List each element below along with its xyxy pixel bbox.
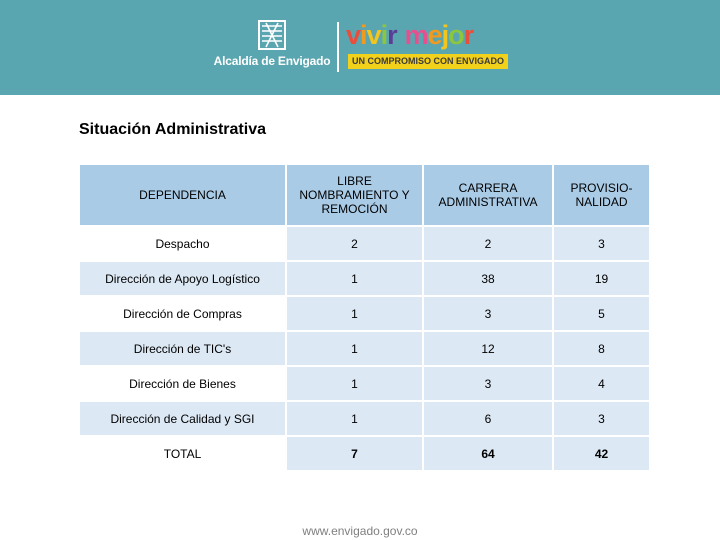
cell-libre-nombramiento: 1 xyxy=(286,331,423,366)
brand-letter: o xyxy=(448,20,464,50)
brand-letter: j xyxy=(441,20,449,50)
header-carrera-administrativa: CARRERA ADMINISTRATIVA xyxy=(423,164,553,226)
cell-provisionalidad: 3 xyxy=(553,226,650,261)
logo-group xyxy=(212,16,512,78)
cell-dependencia: Despacho xyxy=(79,226,286,261)
header-provisionalidad: PROVISIO-NALIDAD xyxy=(553,164,650,226)
table-row xyxy=(79,366,650,401)
alcaldia-label: Alcaldía de Envigado xyxy=(213,54,331,68)
cell-carrera: 38 xyxy=(423,261,553,296)
table-row xyxy=(79,296,650,331)
cell-libre-nombramiento: 2 xyxy=(286,226,423,261)
cell-libre-nombramiento: 1 xyxy=(286,261,423,296)
vivir-mejor-logo xyxy=(346,20,506,76)
brand-letter: e xyxy=(427,20,442,50)
cell-provisionalidad: 19 xyxy=(553,261,650,296)
brand-letter: m xyxy=(404,20,428,50)
brand-letter: v xyxy=(346,20,361,50)
cell-provisionalidad: 3 xyxy=(553,401,650,436)
header-banner xyxy=(0,0,720,95)
brand-subtitle: UN COMPROMISO CON ENVIGADO xyxy=(348,54,508,69)
alcaldia-logo xyxy=(212,16,332,78)
total-value: 7 xyxy=(286,436,423,471)
brand-letter: v xyxy=(366,20,381,50)
brand-letter: r xyxy=(387,20,397,50)
total-value: 64 xyxy=(423,436,553,471)
total-value: 42 xyxy=(553,436,650,471)
cell-dependencia: Dirección de Bienes xyxy=(79,366,286,401)
table-row xyxy=(79,261,650,296)
cell-dependencia: Dirección de Compras xyxy=(79,296,286,331)
table-header-row xyxy=(79,164,650,226)
cell-libre-nombramiento: 1 xyxy=(286,366,423,401)
cell-carrera: 6 xyxy=(423,401,553,436)
brand-letter: r xyxy=(463,20,474,50)
footer-url: www.envigado.gov.co xyxy=(302,524,418,538)
cell-carrera: 3 xyxy=(423,296,553,331)
table-row xyxy=(79,226,650,261)
cell-provisionalidad: 4 xyxy=(553,366,650,401)
table-row xyxy=(79,331,650,366)
cell-libre-nombramiento: 1 xyxy=(286,296,423,331)
cell-provisionalidad: 5 xyxy=(553,296,650,331)
logo-divider xyxy=(337,22,339,72)
cell-carrera: 12 xyxy=(423,331,553,366)
brand-letter: i xyxy=(380,20,388,50)
administrative-status-table xyxy=(78,163,651,472)
page-title: Situación Administrativa xyxy=(79,121,266,138)
brand-title xyxy=(346,20,473,50)
header-libre-nombramiento: LIBRE NOMBRAMIENTO Y REMOCIÓN xyxy=(286,164,423,226)
cell-libre-nombramiento: 1 xyxy=(286,401,423,436)
cell-dependencia: Dirección de Calidad y SGI xyxy=(79,401,286,436)
header-dependencia: DEPENDENCIA xyxy=(79,164,286,226)
total-label: TOTAL xyxy=(79,436,286,471)
cell-carrera: 2 xyxy=(423,226,553,261)
cell-dependencia: Dirección de TIC's xyxy=(79,331,286,366)
brand-letter: i xyxy=(360,20,367,50)
cell-carrera: 3 xyxy=(423,366,553,401)
shield-icon xyxy=(258,20,286,50)
cell-provisionalidad: 8 xyxy=(553,331,650,366)
table-total-row xyxy=(79,436,650,471)
table-row xyxy=(79,401,650,436)
cell-dependencia: Dirección de Apoyo Logístico xyxy=(79,261,286,296)
